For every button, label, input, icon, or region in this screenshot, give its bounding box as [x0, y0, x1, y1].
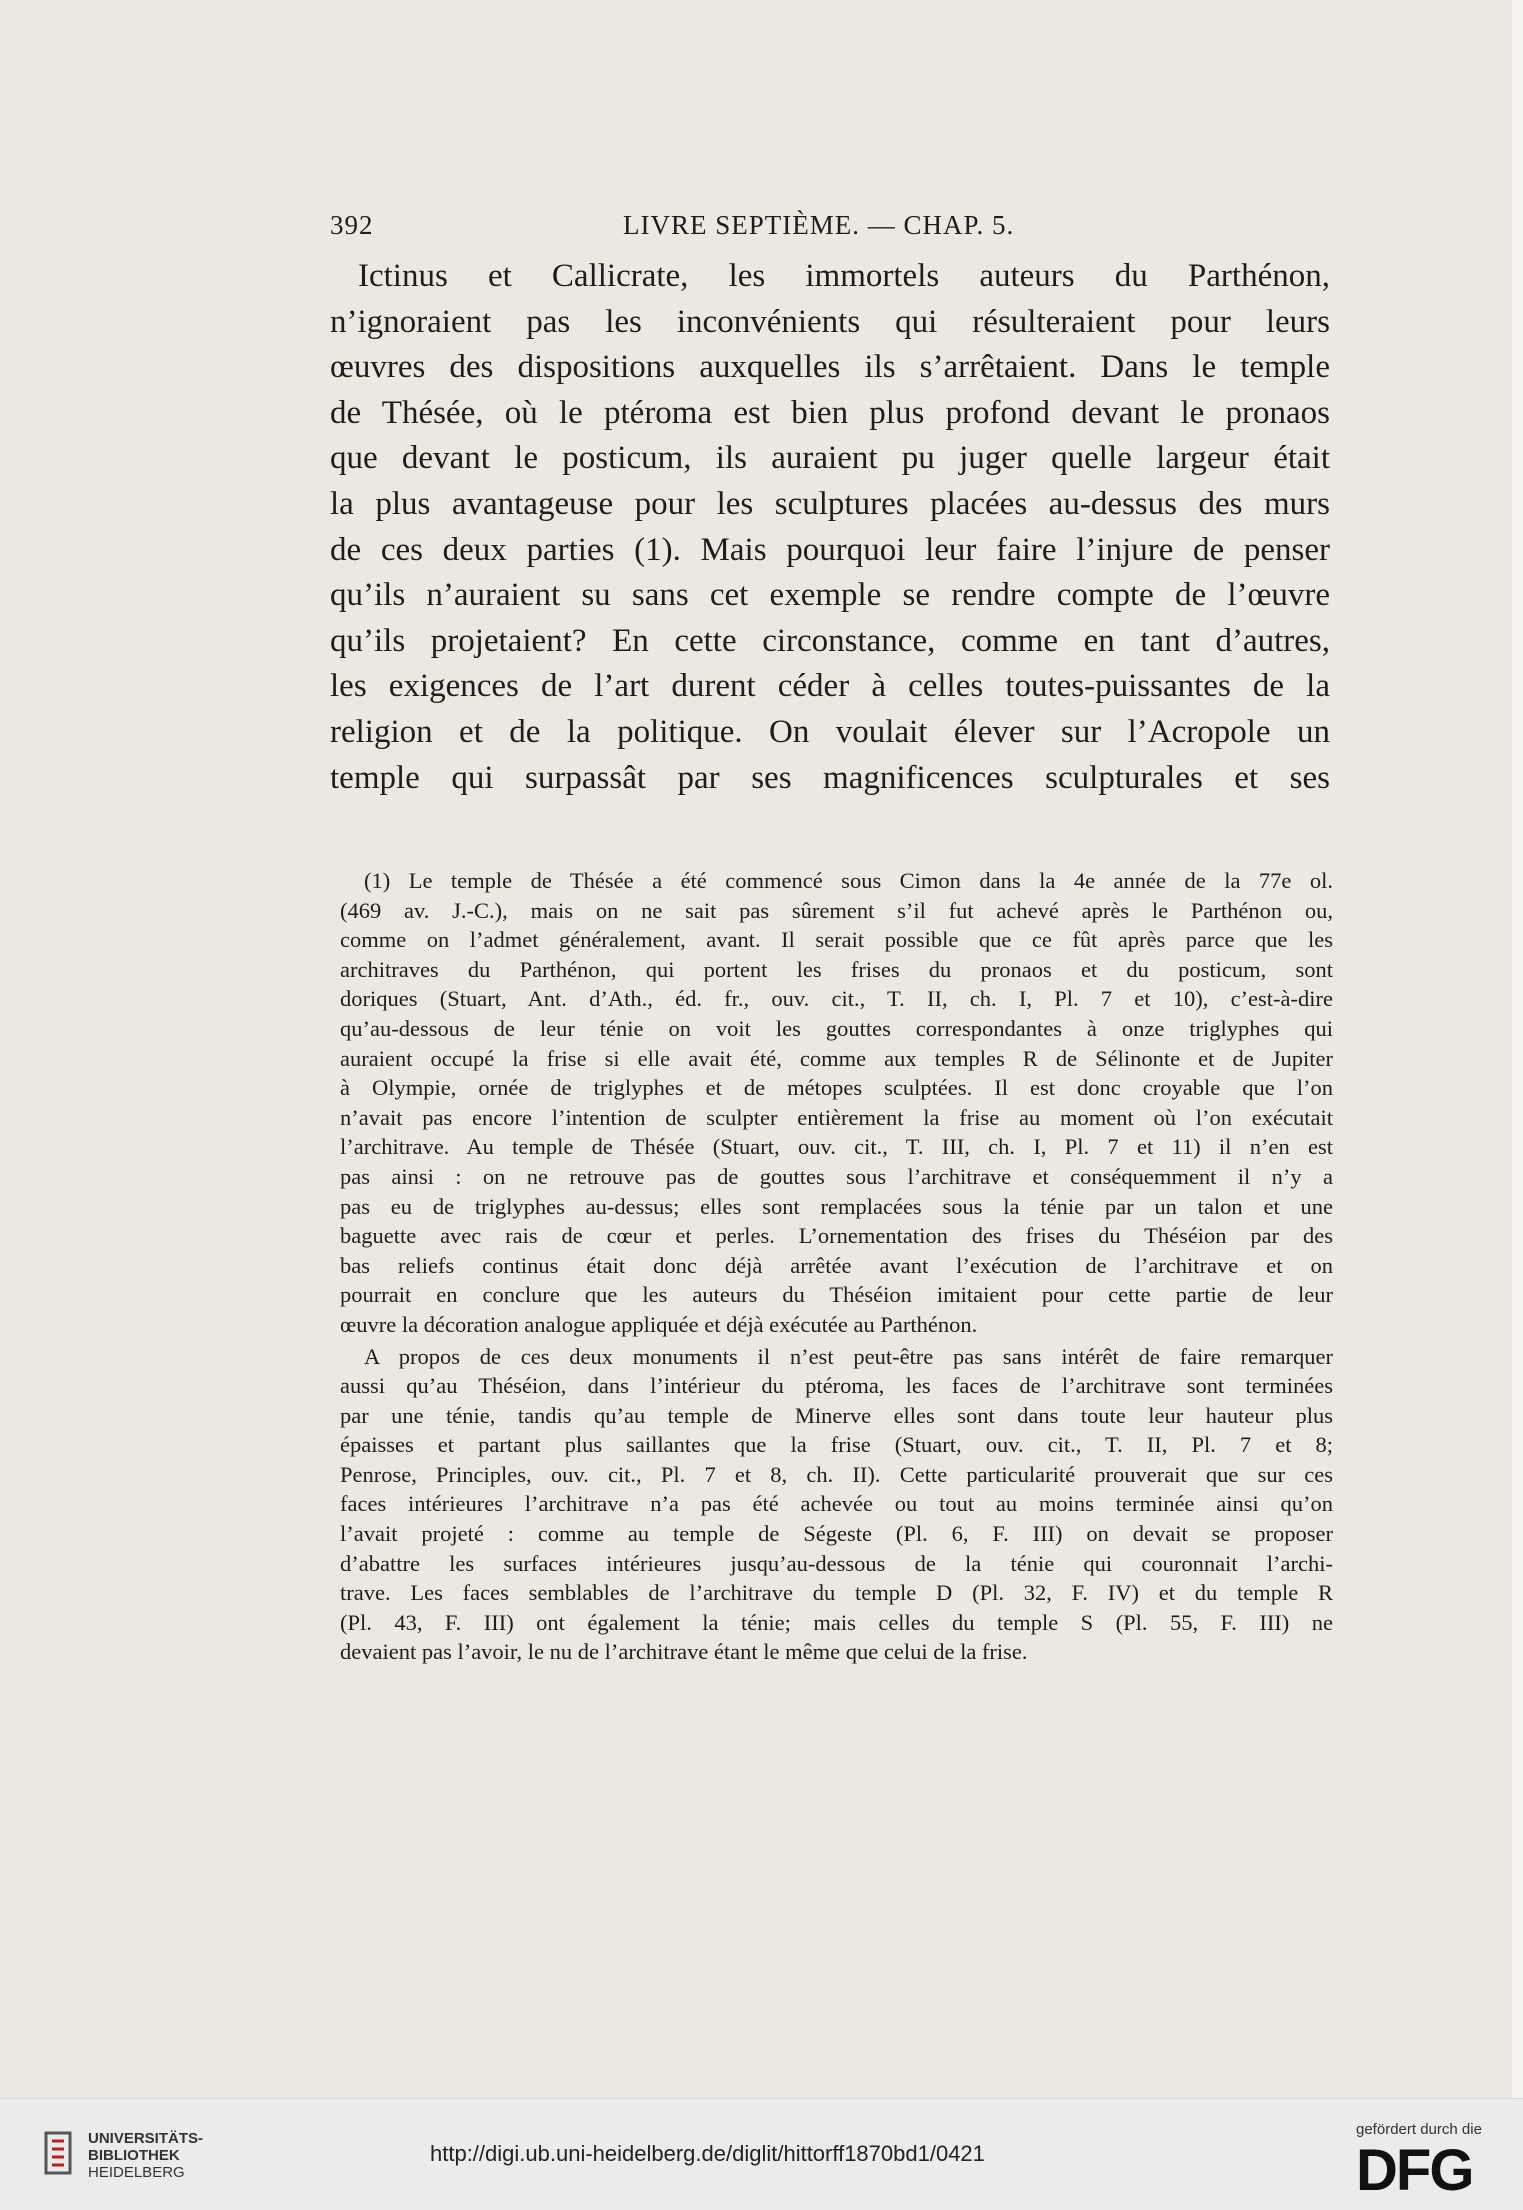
footnote-line: aussi qu’au Théséion, dans l’intérieur du ptéroma, les faces de l’architrave sont terminées: [340, 1373, 1333, 1399]
footnote-line: trave. Les faces semblables de l’architrave du temple D (Pl. 32, F. IV) et du temple R: [340, 1580, 1333, 1606]
text-line: qu’ils n’auraient su sans cet exemple se rendre compte de l’œuvre: [330, 577, 1330, 614]
footnote-line: pourrait en conclure que les auteurs du Théséion imitaient pour cette partie de leur: [340, 1282, 1333, 1308]
text-line: la plus avantageuse pour les sculptures placées au-dessus des murs: [330, 485, 1330, 522]
footnote-line: qu’au-dessous de leur ténie on voit les gouttes correspondantes à onze triglyphes qui: [340, 1015, 1333, 1041]
footnote-line: œuvre la décoration analogue appliquée et déjà exécutée au Parthénon.: [340, 1311, 978, 1337]
text-line: temple qui surpassât par ses magnificences sculpturales et ses: [330, 759, 1330, 796]
page-header: [330, 208, 1330, 242]
footnote-line: n’avait pas encore l’intention de sculpter entièrement la frise au moment où l’on exécutait: [340, 1104, 1333, 1130]
footnote-line: épaisses et partant plus saillantes que la frise (Stuart, ouv. cit., T. II, Pl. 7 et 8;: [340, 1432, 1333, 1458]
text-line: de Thésée, où le ptéroma est bien plus profond devant le pronaos: [330, 394, 1330, 431]
text-line: de ces deux parties (1). Mais pourquoi leur faire l’injure de penser: [330, 531, 1330, 568]
footnotes: [340, 866, 1333, 1667]
library-logo-icon: [40, 2127, 76, 2179]
footnote-line: pas eu de triglyphes au-dessus; elles sont remplacées sous la ténie par un talon et une: [340, 1193, 1333, 1219]
footnote-line: doriques (Stuart, Ant. d’Ath., éd. fr., ouv. cit., T. II, ch. I, Pl. 7 et 10), c’est-à-dire: [340, 986, 1333, 1012]
footnote-line: (Pl. 43, F. III) ont également la ténie; mais celles du temple S (Pl. 55, F. III) ne: [340, 1609, 1333, 1635]
footnote-line: pas ainsi : on ne retrouve pas de gouttes sous l’architrave et conséquemment il n’y a: [340, 1163, 1333, 1189]
footnote-line: auraient occupé la frise si elle avait été, comme aux temples R de Sélinonte et de Jupiter: [340, 1045, 1333, 1071]
text-line: n’ignoraient pas les inconvénients qui résulteraient pour leurs: [330, 303, 1330, 340]
permalink[interactable]: http://digi.ub.uni-heidelberg.de/diglit/hittorff1870bd1/0421: [430, 2141, 985, 2166]
library-name: UNIVERSITÄTS- BIBLIOTHEK HEIDELBERG: [88, 2130, 204, 2181]
footnote-line: bas reliefs continus était donc déjà arrêtée avant l’exécution de l’architrave et on: [340, 1252, 1333, 1278]
text-line: qu’ils projetaient? En cette circonstance, comme en tant d’autres,: [330, 622, 1330, 659]
dfg-logo: DFG: [1356, 2138, 1473, 2203]
footnote-line: comme on l’admet généralement, avant. Il serait possible que ce fût après parce que les: [340, 927, 1333, 953]
funding-caption: gefördert durch die: [1356, 2121, 1482, 2138]
footnote-line: d’abattre les surfaces intérieures jusqu’au-dessous de la ténie qui couronnait l’archi-: [340, 1550, 1333, 1576]
text-line: les exigences de l’art durent céder à celles toutes-puissantes de la: [330, 668, 1330, 705]
text-line: Ictinus et Callicrate, les immortels auteurs du Parthénon,: [358, 258, 1330, 294]
text-line: religion et de la politique. On voulait élever sur l’Acropole un: [330, 713, 1330, 750]
footnote-line: baguette avec rais de cœur et perles. L’ornementation des frises du Théséion par des: [340, 1223, 1333, 1249]
footnote-line: l’architrave. Au temple de Thésée (Stuart, ouv. cit., T. III, ch. I, Pl. 7 et 11) il n’en est: [340, 1134, 1333, 1160]
running-head: LIVRE SEPTIÈME. — CHAP. 5.: [623, 210, 1015, 240]
footnote-line: par une ténie, tandis qu’au temple de Minerve elles sont dans toute leur hauteur plus: [340, 1402, 1333, 1428]
footnote-line: à Olympie, ornée de triglyphes et de métopes sculptées. Il est donc croyable que l’on: [340, 1075, 1333, 1101]
footnote-line: architraves du Parthénon, qui portent les frises du pronaos et du posticum, sont: [340, 956, 1333, 982]
footnote-line: faces intérieures l’architrave n’a pas été achevée ou tout au moins terminée ainsi qu’on: [340, 1491, 1333, 1517]
viewer-footer: [0, 2098, 1523, 2210]
footnote-line: l’avait projeté : comme au temple de Ségeste (Pl. 6, F. III) on devait se proposer: [340, 1521, 1333, 1547]
footnote-continuation: [340, 1342, 1333, 1668]
page-number: 392: [330, 210, 374, 240]
text-line: que devant le posticum, ils auraient pu juger quelle largeur était: [330, 440, 1330, 477]
main-text: [330, 254, 1330, 801]
footnote-1: [340, 866, 1333, 1340]
footnote-line: (1) Le temple de Thésée a été commencé sous Cimon dans la 4e année de la 77e ol.: [364, 868, 1333, 893]
footnote-line: A propos de ces deux monuments il n’est peut-être pas sans intérêt de faire remarquer: [364, 1343, 1333, 1369]
page-edge: [1512, 0, 1523, 2098]
footnote-line: Penrose, Principles, ouv. cit., Pl. 7 et 8, ch. II). Cette particularité prouverait que sur ces: [340, 1461, 1333, 1487]
footnote-line: (469 av. J.-C.), mais on ne sait pas sûrement s’il fut achevé après le Parthénon ou,: [340, 897, 1333, 923]
text-line: œuvres des dispositions auxquelles ils s’arrêtaient. Dans le temple: [330, 349, 1330, 386]
footnote-line: devaient pas l’avoir, le nu de l’architrave étant le même que celui de la frise.: [340, 1639, 1028, 1665]
